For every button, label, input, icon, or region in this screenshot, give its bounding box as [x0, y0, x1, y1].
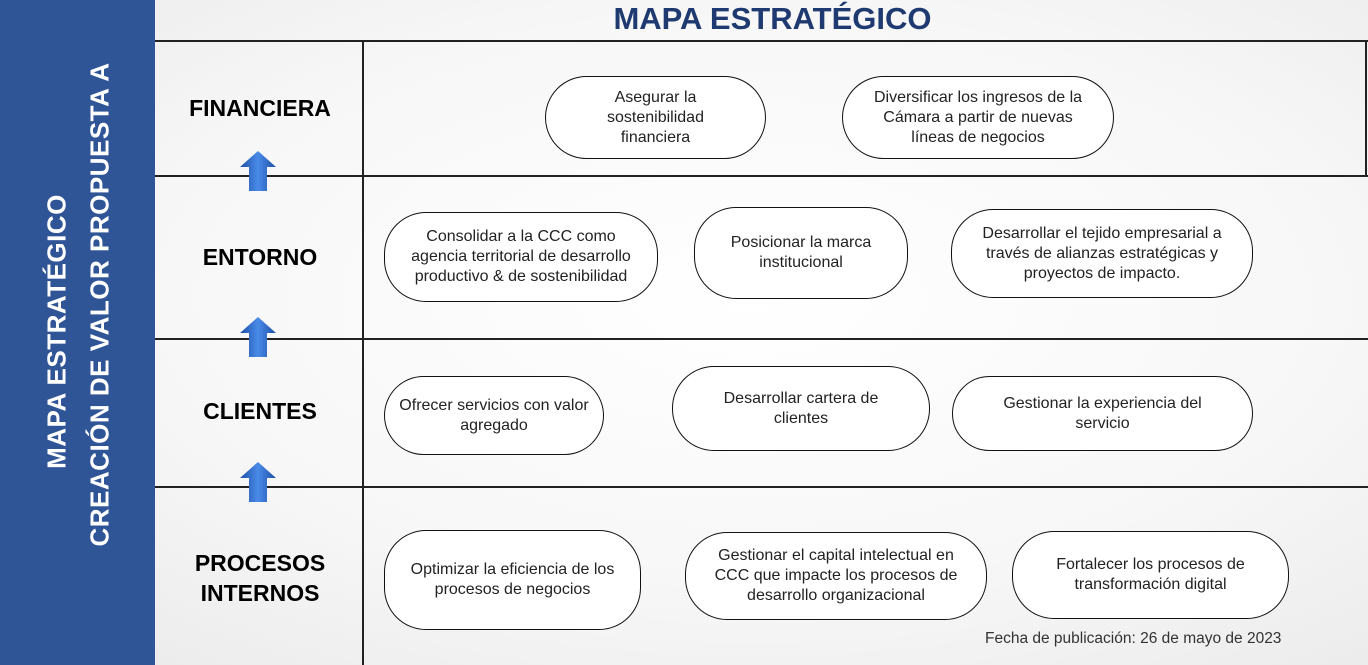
objective-tejido-empresarial	[951, 209, 1253, 298]
up-arrow-icon	[240, 317, 276, 357]
objective-experiencia-servicio	[952, 376, 1253, 451]
page-title: MAPA ESTRATÉGICO	[613, 1, 932, 36]
objective-text: Gestionar la experiencia del servicio	[1003, 394, 1202, 432]
sidebar-title: MAPA ESTRATÉGICO	[41, 194, 72, 469]
objective-text: Diversificar los ingresos de la Cámara a partir de nuevas líneas de negocios	[873, 88, 1083, 146]
objective-text: Ofrecer servicios con valor agregado	[399, 396, 589, 434]
row-border-right	[1365, 40, 1367, 176]
objective-sostenibilidad-financiera	[545, 76, 766, 159]
objective-posicionar-marca	[694, 207, 908, 299]
objective-transformacion-digital	[1012, 531, 1289, 619]
row-label-procesos-internos	[158, 548, 362, 608]
objective-optimizar-eficiencia	[384, 530, 641, 630]
objective-ofrecer-servicios	[384, 376, 604, 455]
column-divider	[362, 40, 364, 665]
objective-text: Fortalecer los procesos de transformación digital	[1056, 556, 1245, 593]
sidebar	[0, 0, 155, 665]
objective-text: Posicionar la marca institucional	[730, 234, 872, 271]
objective-capital-intelectual	[685, 532, 987, 620]
row-divider	[155, 40, 1368, 42]
objective-consolidar-ccc	[384, 212, 658, 302]
objective-text: Desarrollar el tejido empresarial a través de alianzas estratégicas y proyectos de impacto.	[982, 224, 1222, 282]
row-label-financiera: FINANCIERA	[189, 95, 331, 121]
objective-text: Consolidar a la CCC como agencia territorial de desarrollo productivo & de sostenibilidad	[411, 228, 631, 285]
row-divider	[155, 486, 1368, 488]
objective-text: Desarrollar cartera de clientes	[723, 389, 879, 427]
row-divider	[155, 338, 1368, 340]
row-label-clientes: CLIENTES	[203, 398, 317, 424]
publication-date: Fecha de publicación: 26 de mayo de 2023	[985, 630, 1282, 647]
objective-diversificar-ingresos	[842, 76, 1114, 159]
objective-text: Gestionar el capital intelectual en CCC que impacte los procesos de desarrollo organizacional	[714, 547, 958, 604]
up-arrow-icon	[240, 462, 276, 502]
row-label-entorno: ENTORNO	[202, 244, 318, 270]
objective-text: Optimizar la eficiencia de los procesos de negocios	[410, 561, 615, 598]
objective-cartera-clientes	[672, 366, 930, 451]
row-label-line: INTERNOS	[200, 580, 320, 606]
objective-text: Asegurar la sostenibilidad financiera	[607, 88, 704, 146]
row-label-line: PROCESOS	[194, 550, 326, 576]
row-divider	[155, 175, 1368, 177]
sidebar-subtitle: CREACIÓN DE VALOR PROPUESTA A	[84, 62, 115, 547]
up-arrow-icon	[240, 151, 276, 191]
